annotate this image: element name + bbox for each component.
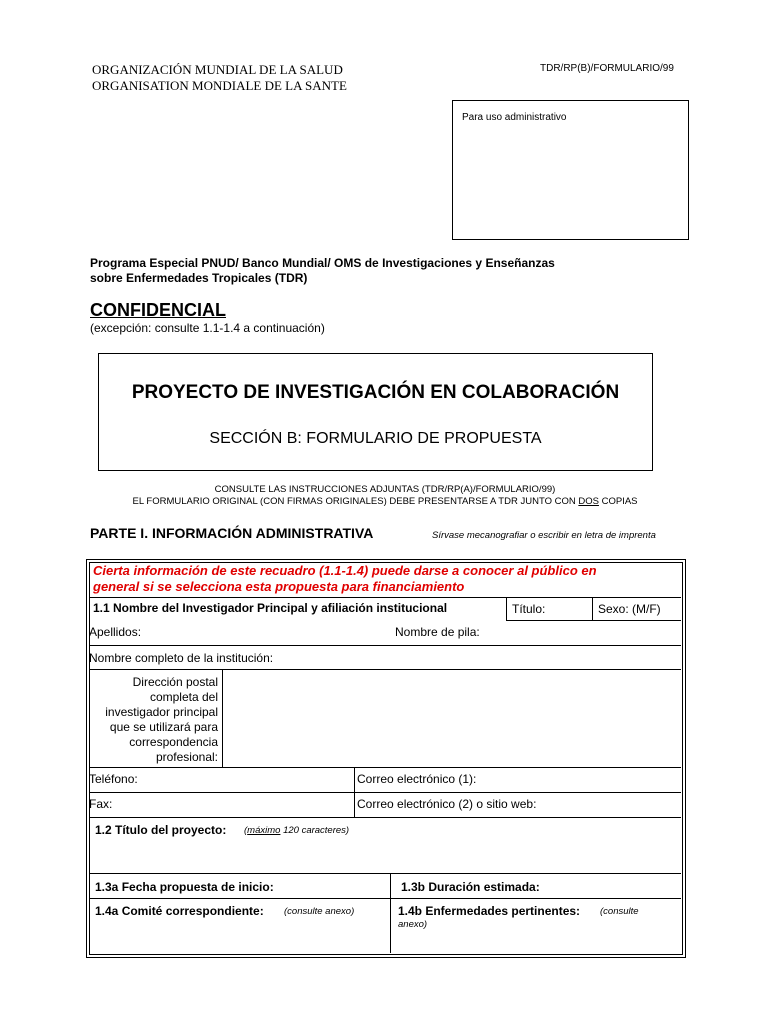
org-name-spanish: ORGANIZACIÓN MUNDIAL DE LA SALUD <box>92 62 343 77</box>
email2-website-field[interactable]: Correo electrónico (2) o sitio web: <box>357 797 537 811</box>
form-title-box <box>98 353 653 471</box>
address-line: que se utilizará para <box>109 720 218 734</box>
divider <box>89 873 681 874</box>
instructions-copies-count: DOS <box>578 496 599 507</box>
address-line: correspondencia <box>129 735 218 749</box>
phone-field[interactable]: Teléfono: <box>89 772 138 786</box>
project-title-field[interactable] <box>91 840 679 871</box>
confidential-heading: CONFIDENCIAL <box>90 300 226 320</box>
committee-note: (consulte anexo) <box>284 906 355 917</box>
divider <box>89 792 681 793</box>
postal-address-label <box>92 675 218 765</box>
divider <box>592 597 593 620</box>
instructions <box>60 484 710 508</box>
max-word: máximo <box>247 825 281 836</box>
form-code: TDR/RP(B)/FORMULARIO/99 <box>540 63 674 74</box>
start-date-field[interactable]: 1.3a Fecha propuesta de inicio: <box>95 880 274 894</box>
confidential-exception: (excepción: consulte 1.1-1.4 a continuación) <box>90 321 325 335</box>
postal-address-field[interactable] <box>224 671 679 765</box>
public-notice <box>93 563 663 595</box>
duration-field[interactable]: 1.3b Duración estimada: <box>401 880 540 894</box>
title-field[interactable]: Título: <box>512 602 546 616</box>
instructions-line2-post: COPIAS <box>598 496 638 507</box>
part1-note: Sírvase mecanografiar o escribir en letra de imprenta <box>432 530 656 541</box>
divider <box>89 898 681 899</box>
address-line: completa del <box>149 690 218 704</box>
diseases-field[interactable]: 1.4b Enfermedades pertinentes: <box>398 904 581 918</box>
diseases-note-line2: anexo) <box>398 919 428 930</box>
program-name <box>90 256 555 286</box>
divider <box>390 873 391 953</box>
org-name-french: ORGANISATION MONDIALE DE LA SANTE <box>92 78 347 93</box>
divider <box>89 645 681 646</box>
instructions-line2-pre: EL FORMULARIO ORIGINAL (CON FIRMAS ORIGINALES) DEBE PRESENTARSE A TDR JUNTO CON <box>132 496 579 507</box>
surname-field[interactable]: Apellidos: <box>89 625 142 639</box>
divider <box>89 669 681 670</box>
address-line: Dirección postal <box>132 675 218 689</box>
form-subtitle: SECCIÓN B: FORMULARIO DE PROPUESTA <box>209 430 542 447</box>
address-line: investigador principal <box>105 705 218 719</box>
section-1-1-label: 1.1 Nombre del Investigador Principal y afiliación institucional <box>93 601 448 615</box>
divider <box>222 669 223 767</box>
email1-field[interactable]: Correo electrónico (1): <box>357 772 477 786</box>
fax-field[interactable]: Fax: <box>89 797 113 811</box>
divider <box>506 597 507 620</box>
instructions-line2 <box>60 496 710 508</box>
admin-use-box <box>452 100 689 240</box>
admin-use-label: Para uso administrativo <box>462 112 567 123</box>
divider <box>89 817 681 818</box>
public-notice-line1: Cierta información de este recuadro (1.1-1.4) puede darse a conocer al público en <box>93 563 597 578</box>
divider <box>506 620 681 621</box>
program-line1: Programa Especial PNUD/ Banco Mundial/ OMS de Investigaciones y Enseñanzas <box>90 256 555 270</box>
committee-field[interactable]: 1.4a Comité correspondiente: <box>95 904 264 918</box>
public-notice-line2: general si se selecciona esta propuesta para financiamiento <box>93 579 465 594</box>
first-name-field[interactable]: Nombre de pila: <box>395 625 480 639</box>
institution-field[interactable]: Nombre completo de la institución: <box>89 651 274 665</box>
form-title: PROYECTO DE INVESTIGACIÓN EN COLABORACIÓN <box>131 382 620 403</box>
diseases-note-line1: (consulte <box>600 906 639 917</box>
section-1-2-label: 1.2 Título del proyecto: <box>95 823 227 837</box>
organization-name <box>92 62 347 94</box>
max-chars: 120 caracteres) <box>280 825 350 836</box>
address-line: profesional: <box>155 750 218 764</box>
instructions-line1: CONSULTE LAS INSTRUCCIONES ADJUNTAS (TDR/RP(A)/FORMULARIO/99) <box>214 484 556 495</box>
sex-field[interactable]: Sexo: (M/F) <box>598 602 661 616</box>
project-title-note: (máximo 120 caracteres) <box>244 825 350 836</box>
divider <box>89 767 681 768</box>
part1-heading: PARTE I. INFORMACIÓN ADMINISTRATIVA <box>90 525 374 541</box>
program-line2: sobre Enfermedades Tropicales (TDR) <box>90 271 308 285</box>
